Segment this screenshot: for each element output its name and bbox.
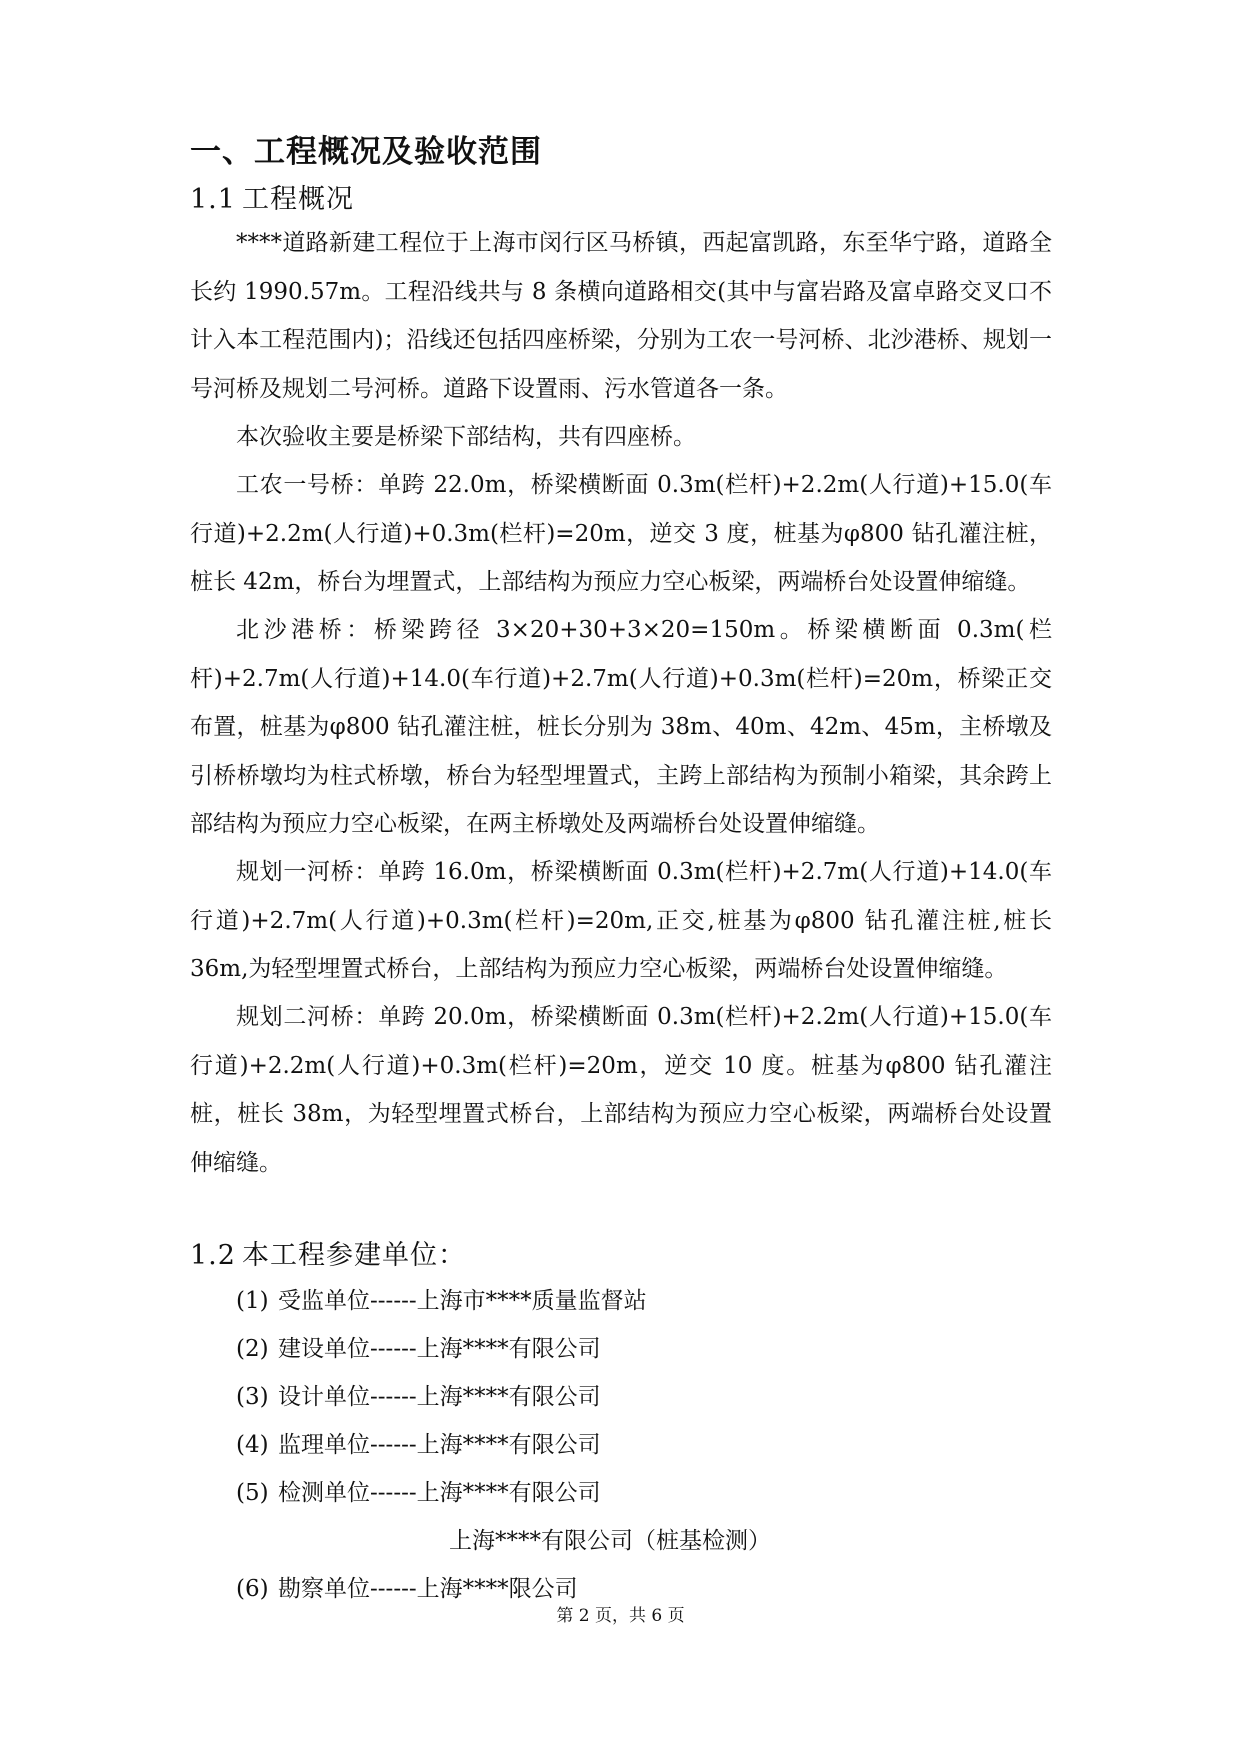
paragraph-bridge-beishagang: 北沙港桥：桥梁跨径 3×20+30+3×20=150m。桥梁横断面 0.3m(栏杆)+2.7m(人行道)+14.0(车行道)+2.7m(人行道)+0.3m(栏杆)=20m，桥梁正交布置，桩基为φ800 钻孔灌注桩，桩长分别为 38m、40m、42m、45m，主桥墩及引桥桥墩均为柱式桥墩，桥台为轻型埋置式，主跨上部结构为预制小箱梁，其余跨上部结构为预应力空心板梁，在两主桥墩处及两端桥台处设置伸缩缝。: [190, 617, 1052, 837]
list-item-index: (4): [236, 1432, 269, 1458]
list-item-index: (3): [236, 1384, 269, 1410]
list-item-text: 监理单位------上海****有限公司: [278, 1432, 601, 1458]
paragraph-bridge-guihua-1: 规划一河桥：单跨 16.0m，桥梁横断面 0.3m(栏杆)+2.7m(人行道)+14.0(车行道)+2.7m(人行道)+0.3m(栏杆)=20m,正交,桩基为φ800 钻孔灌注桩,桩长 36m,为轻型埋置式桥台，上部结构为预应力空心板梁，两端桥台处设置伸缩缝。: [190, 859, 1052, 982]
list-item-index: (5): [236, 1480, 269, 1506]
subsection-title: 工程概况: [242, 184, 354, 215]
subsection-heading-1-2: [190, 1233, 466, 1272]
list-item-text: 建设单位------上海****有限公司: [278, 1336, 601, 1362]
subsection-number: 1.1: [190, 184, 236, 215]
list-item: [236, 1474, 601, 1507]
list-item-index: (6): [236, 1576, 269, 1602]
subsection-heading-1-1: [190, 177, 354, 216]
list-item-index: (1): [236, 1288, 269, 1314]
list-item-text: 勘察单位------上海****限公司: [278, 1576, 578, 1602]
page-footer: 第 2 页，共 6 页: [556, 1606, 685, 1626]
subsection-number: 1.2: [190, 1240, 236, 1271]
section-title: 一、工程概况及验收范围: [190, 134, 542, 170]
subsection-title: 本工程参建单位：: [242, 1240, 466, 1271]
list-item-text: 检测单位------上海****有限公司: [278, 1480, 601, 1506]
list-item-text: 受监单位------上海市****质量监督站: [278, 1288, 647, 1314]
list-item-index: (2): [236, 1336, 269, 1362]
paragraph-overview: ****道路新建工程位于上海市闵行区马桥镇，西起富凯路，东至华宁路，道路全长约 1990.57m。工程沿线共与 8 条横向道路相交(其中与富岩路及富卓路交叉口不计入本工程范围内)；沿线还包括四座桥梁，分别为工农一号河桥、北沙港桥、规划一号河桥及规划二号河桥。道路下设置雨、污水管道各一条。: [190, 230, 1052, 402]
list-item: [236, 1330, 601, 1363]
list-item-continuation: 上海****有限公司（桩基检测）: [449, 1528, 771, 1554]
list-item: [236, 1426, 601, 1459]
list-item: [236, 1378, 601, 1411]
paragraph-scope: 本次验收主要是桥梁下部结构，共有四座桥。: [236, 424, 696, 450]
list-item: [236, 1570, 578, 1603]
paragraph-bridge-gongnong: 工农一号桥：单跨 22.0m，桥梁横断面 0.3m(栏杆)+2.2m(人行道)+15.0(车行道)+2.2m(人行道)+0.3m(栏杆)=20m，逆交 3 度，桩基为φ800 钻孔灌注桩，桩长 42m，桥台为埋置式，上部结构为预应力空心板梁，两端桥台处设置伸缩缝。: [190, 472, 1052, 595]
list-item: [236, 1282, 647, 1315]
paragraph-bridge-guihua-2: 规划二河桥：单跨 20.0m，桥梁横断面 0.3m(栏杆)+2.2m(人行道)+15.0(车行道)+2.2m(人行道)+0.3m(栏杆)=20m，逆交 10 度。桩基为φ800 钻孔灌注桩，桩长 38m，为轻型埋置式桥台，上部结构为预应力空心板梁，两端桥台处设置伸缩缝。: [190, 1004, 1052, 1176]
list-item-text: 设计单位------上海****有限公司: [278, 1384, 601, 1410]
